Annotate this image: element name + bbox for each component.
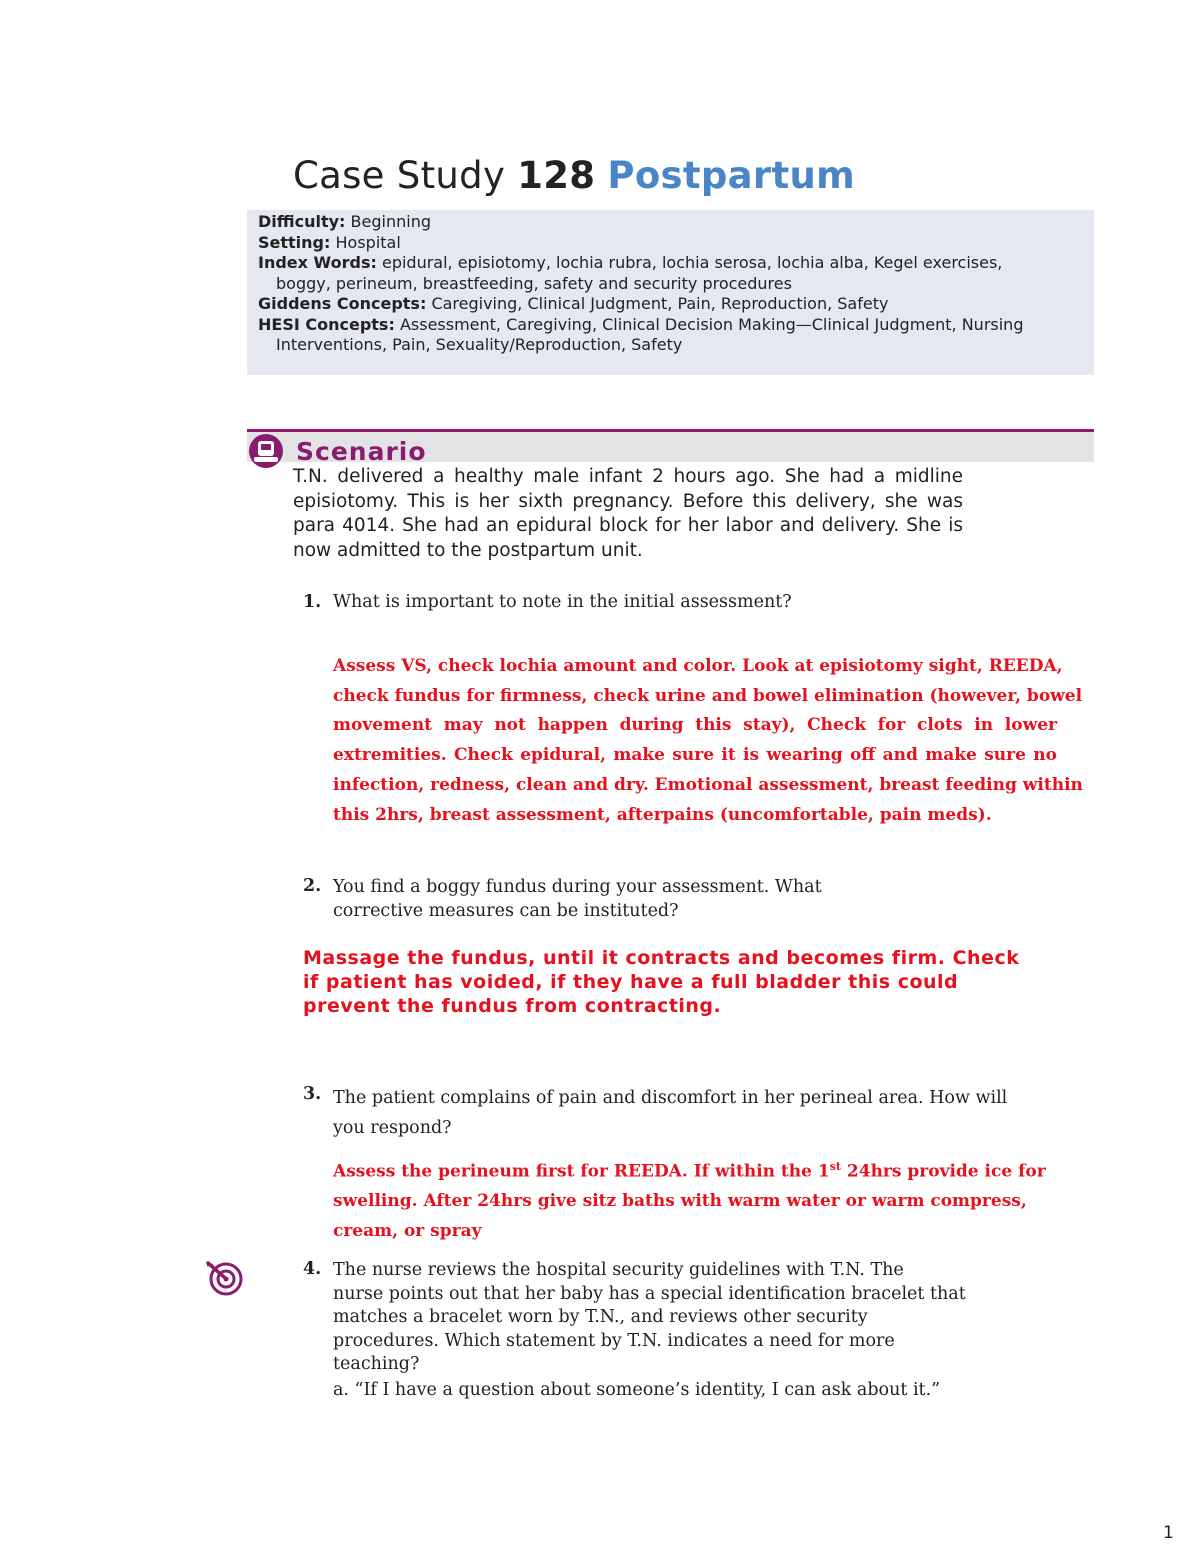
giddens-label: Giddens Concepts:	[258, 294, 427, 313]
question-1-text: What is important to note in the initial assessment?	[333, 592, 792, 612]
question-4-option-a: a. “If I have a question about someone’s identity, I can ask about it.”	[333, 1379, 941, 1400]
scenario-text: T.N. delivered a healthy male infant 2 hours ago. She had a midline episiotomy. This is her sixth pregnancy. Before this delivery, she was para 4014. She had an epidural block for her labor and delivery. She is now admitted to the postpartum unit.	[293, 466, 963, 561]
giddens-value: Caregiving, Clinical Judgment, Pain, Reproduction, Safety	[431, 294, 889, 313]
answer-2-line: prevent the fundus from contracting.	[303, 995, 722, 1017]
question-2-line: You find a boggy fundus during your assessment. What	[333, 877, 822, 897]
answer-3	[333, 1152, 1046, 1247]
answer-2	[303, 946, 1019, 1018]
question-4-line: procedures. Which statement by T.N. indicates a need for more	[333, 1330, 895, 1351]
question-4-line: teaching?	[333, 1354, 420, 1375]
question-3-number: 3.	[303, 1084, 322, 1104]
page-number: 1	[1163, 1523, 1174, 1543]
question-4-line: matches a bracelet worn by T.N., and reviews other security	[333, 1307, 868, 1328]
hesi-value-1: Assessment, Caregiving, Clinical Decision Making—Clinical Judgment, Nursing	[399, 314, 1024, 334]
hesi-line	[258, 315, 1023, 336]
case-topic: Postpartum	[607, 154, 855, 197]
answer-1-line: this 2hrs, breast assessment, afterpains (uncomfortable, pain meds).	[333, 804, 992, 825]
setting-value: Hospital	[335, 232, 401, 252]
setting-label: Setting:	[258, 232, 331, 252]
question-4-line: The nurse reviews the hospital security guidelines with T.N. The	[333, 1260, 904, 1280]
setting-line	[258, 233, 401, 254]
answer-2-line: if patient has voided, if they have a full bladder this could	[303, 971, 959, 993]
question-3-text	[333, 1084, 1007, 1143]
index-words-value-1: epidural, episiotomy, lochia rubra, lochia serosa, lochia alba, Kegel exercises,	[381, 253, 1003, 272]
giddens-line	[258, 294, 888, 315]
difficulty-line	[258, 212, 431, 233]
question-2-number: 2.	[303, 876, 322, 896]
answer-3-text-a: Assess the perineum first for REEDA. If within the 1	[333, 1161, 830, 1182]
answer-3-line-first	[333, 1152, 1046, 1187]
difficulty-label: Difficulty:	[258, 212, 346, 231]
question-4-number: 4.	[303, 1259, 322, 1279]
answer-1-line: extremities. Check epidural, make sure it is wearing off and make sure no	[333, 745, 1057, 766]
answer-3-line: swelling. After 24hrs give sitz baths with warm water or warm compress,	[333, 1191, 1027, 1212]
hesi-label: HESI Concepts:	[258, 314, 395, 334]
question-3-line: you respond?	[333, 1117, 452, 1138]
answer-3-text-b: 24hrs provide ice for	[841, 1161, 1046, 1182]
question-2-text	[333, 876, 822, 923]
target-icon	[204, 1259, 244, 1299]
case-number: 128	[517, 154, 596, 197]
answer-3-superscript: st	[829, 1160, 841, 1173]
question-4-line: nurse points out that her baby has a special identification bracelet that	[333, 1283, 966, 1304]
question-1-number: 1.	[303, 592, 322, 612]
index-words-line	[258, 253, 1002, 274]
page-title	[293, 154, 855, 197]
scenario-heading: Scenario	[296, 437, 427, 466]
answer-2-line: Massage the fundus, until it contracts and becomes firm. Check	[303, 947, 1020, 969]
answer-1-line: check fundus for firmness, check urine and bowel elimination (however, bowel	[333, 685, 1083, 706]
difficulty-value: Beginning	[350, 212, 431, 231]
answer-1-line: Assess VS, check lochia amount and color. Look at episiotomy sight, REEDA,	[333, 656, 1063, 676]
hesi-continuation	[258, 335, 682, 356]
answer-1	[333, 652, 1083, 830]
answer-1-line: infection, redness, clean and dry. Emotional assessment, breast feeding within	[333, 774, 1083, 795]
index-words-label: Index Words:	[258, 253, 377, 272]
question-3-line: The patient complains of pain and discomfort in her perineal area. How will	[333, 1088, 1008, 1108]
title-prefix: Case Study	[293, 154, 506, 197]
case-info-box	[247, 210, 1094, 375]
hesi-value-2: Interventions, Pain, Sexuality/Reproduction, Safety	[276, 335, 683, 354]
index-words-value-2: boggy, perineum, breastfeeding, safety and security procedures	[276, 273, 792, 293]
answer-3-line: cream, or spray	[333, 1221, 482, 1242]
question-2-line: corrective measures can be instituted?	[333, 900, 679, 921]
index-words-continuation	[258, 274, 792, 295]
answer-1-line: movement may not happen during this stay), Check for clots in lower	[333, 715, 1057, 736]
scenario-icon	[247, 432, 285, 470]
question-4-text	[333, 1259, 966, 1403]
